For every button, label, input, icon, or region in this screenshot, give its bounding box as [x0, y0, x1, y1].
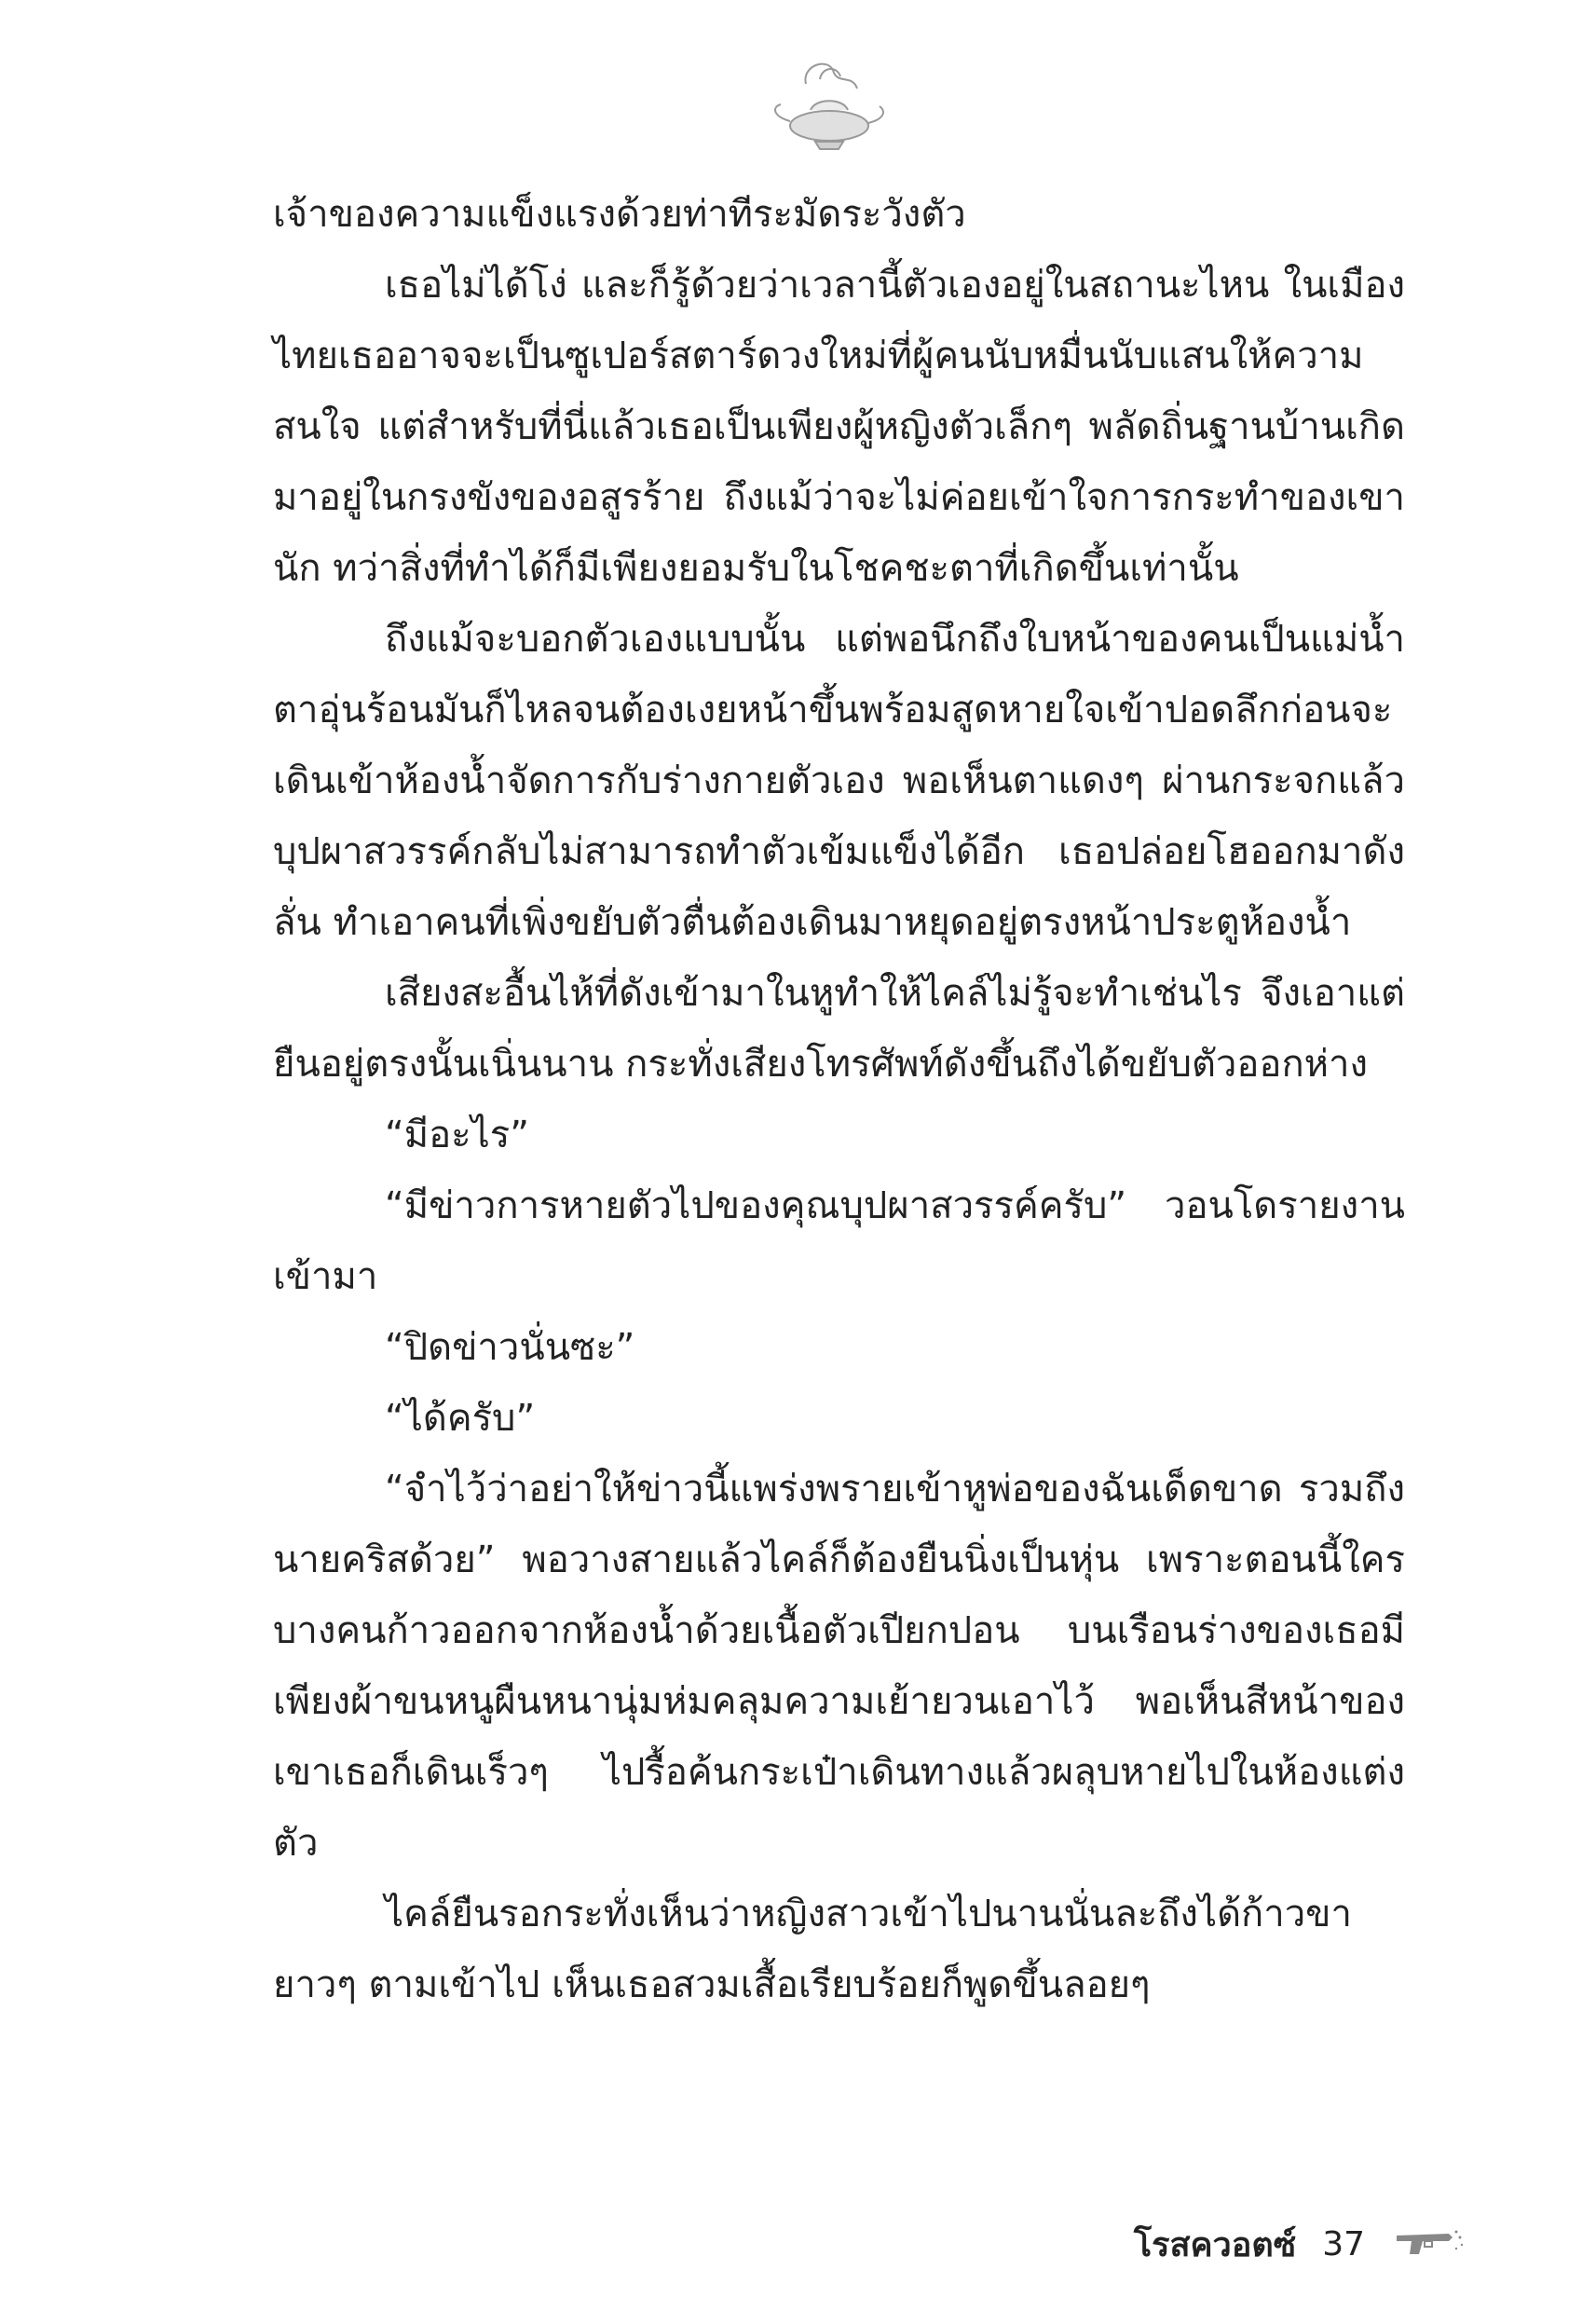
page-number: 37: [1322, 2225, 1365, 2263]
paragraph: เสียงสะอื้นไห้ที่ดังเข้ามาในหูทำให้ไคล์ไม่รู้จะทำเช่นไร จึงเอาแต่ยืนอยู่ตรงนั้นเนิ่นนาน กระทั่งเสียงโทรศัพท์ดังขึ้นถึงได้ขยับตัวออกห่าง: [273, 972, 1405, 1086]
page-footer: [1134, 2218, 1466, 2271]
paragraph: เธอไม่ได้โง่ และก็รู้ด้วยว่าเวลานี้ตัวเองอยู่ในสถานะไหน ในเมืองไทยเธออาจจะเป็นซูเปอร์สตาร์ดวงใหม่ที่ผู้คนนับหมื่นนับแสนให้ความสนใจ แต่สำหรับที่นี่แล้วเธอเป็นเพียงผู้หญิงตัวเล็กๆ พลัดถิ่นฐานบ้านเกิดมาอยู่ในกรงขังของอสูรร้าย ถึงแม้ว่าจะไม่ค่อยเข้าใจการกระทำของเขานัก ทว่าสิ่งที่ทำได้ก็มีเพียงยอมรับในโชคชะตาที่เกิดขึ้นเท่านั้น: [273, 264, 1405, 590]
book-title: โรสควอตซ์: [1133, 2226, 1297, 2264]
paragraph: ถึงแม้จะบอกตัวเองแบบนั้น แต่พอนึกถึงใบหน้าของคนเป็นแม่น้ำตาอุ่นร้อนมันก็ไหลจนต้องเงยหน้าขึ้นพร้อมสูดหายใจเข้าปอดลึกก่อนจะเดินเข้าห้องน้ำจัดการกับร่างกายตัวเอง พอเห็นตาแดงๆ ผ่านกระจกแล้วบุปผาสวรรค์กลับไม่สามารถทำตัวเข้มแข็งได้อีก เธอปล่อยโฮออกมาดังลั่น ทำเอาคนที่เพิ่งขยับตัวตื่นต้องเดินมาหยุดอยู่ตรงหน้าประตูห้องน้ำ: [273, 618, 1405, 944]
lamp-ornament-icon: [764, 56, 894, 158]
paragraph: ไคล์ยืนรอกระทั่งเห็นว่าหญิงสาวเข้าไปนานนั่นละถึงได้ก้าวขายาวๆ ตามเข้าไป เห็นเธอสวมเสื้อเรียบร้อยก็พูดขึ้นลอยๆ: [273, 1893, 1352, 2006]
paragraph: “ปิดข่าวนั่นซะ”: [385, 1326, 635, 1369]
paragraph: “จำไว้ว่าอย่าให้ข่าวนี้แพร่งพรายเข้าหูพ่อของฉันเด็ดขาด รวมถึงนายคริสด้วย” พอวางสายแล้วไคล์ก็ต้องยืนนิ่งเป็นหุ่น เพราะตอนนี้ใครบางคนก้าวออกจากห้องน้ำด้วยเนื้อตัวเปียกปอน บนเรือนร่างของเธอมีเพียงผ้าขนหนูผืนหนานุ่มห่มคลุมความเย้ายวนเอาไว้ พอเห็นสีหน้าของเขาเธอก็เดินเร็วๆ ไปรื้อค้นกระเป๋าเดินทางแล้วผลุบหายไปในห้องแต่งตัว: [273, 1468, 1405, 1865]
paragraph: “ได้ครับ”: [385, 1397, 536, 1440]
paragraph: “มีข่าวการหายตัวไปของคุณบุปผาสวรรค์ครับ” วอนโดรายงานเข้ามา: [273, 1184, 1405, 1298]
paragraph: เจ้าของความแข็งแรงด้วยท่าทีระมัดระวังตัว: [273, 193, 966, 236]
paragraph: “มีอะไร”: [385, 1114, 529, 1156]
body-text: [273, 179, 1405, 2020]
pistol-icon: [1391, 2226, 1466, 2263]
